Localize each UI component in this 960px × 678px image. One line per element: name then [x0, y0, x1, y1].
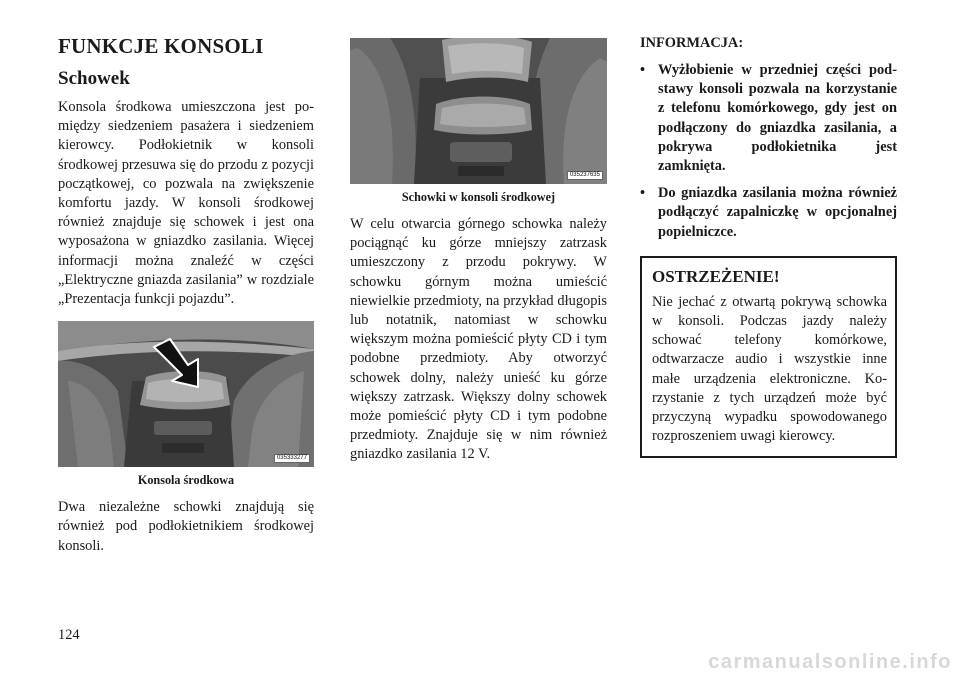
console-compartments-figure — [350, 38, 607, 184]
figure-code: 035333277 — [274, 454, 310, 463]
bullet-icon: • — [640, 62, 646, 78]
info-bullet — [640, 184, 897, 242]
compartments-paragraph: Dwa niezależne schowki znajdują się również pod podłokietnikiem środkowej konsoli. — [58, 499, 314, 554]
left-column — [58, 34, 314, 556]
right-column — [640, 34, 897, 458]
info-bullet — [640, 61, 897, 176]
warning-box — [640, 256, 897, 459]
console-compartments-photo — [350, 38, 607, 184]
info-bullet-text: Wyżłobienie w przedniej części podstawy konsoli pozwala na korzystanie z telefonu komórkowego, gdy jest on podłączony do gniazdka zasilania, a pokrywa podłokietnika jest zamknięta. — [658, 62, 897, 175]
middle-column — [350, 38, 607, 465]
watermark-text: carmanualsonline.info — [708, 651, 952, 673]
info-bullet-text: Do gniazdka zasilania można również podłączyć zapalniczkę w opcjonalnej popielniczce. — [658, 185, 897, 240]
intro-paragraph: Konsola środkowa umieszczona jest pomiędzy siedzeniem pasażera i siedzeniem kierowcy. Podłokietnik w konsoli środkowej przesuwa się do przodu z pozycji początkowej, co pozwala na zwiększenie komfortu jazdy. W konsoli środkowej również znajduje się schowek i jest ona wyposażona w gniazdko zasilania. Więcej informacji można znaleźć w części „Elektryczne gniazda zasilania” w rozdziale „Prezentacja funkcji pojazdu”. — [58, 99, 314, 308]
figure-caption: Schowki w konsoli środkowej — [401, 190, 556, 204]
warning-text: Nie jechać z otwartą pokrywą schowka w konsoli. Podczas jazdy należy schować telefony komórkowe, odtwarzacze audio i wszystkie inne małe urządzenia elektroniczne. Korzystanie z tych urządzeń może być przyczyną wypadku spowodowanego rozproszeniem uwagi kierowcy. — [652, 293, 887, 445]
subsection-title: Schowek — [58, 68, 130, 89]
compartments-instructions-paragraph: W celu otwarcia górnego schowka należy pociągnąć ku górze mniejszy zatrzask umieszczony z przodu pokrywy. W schowku górnym można umieścić niewielkie przedmioty, na przykład długopis lub notatnik, natomiast w schowku większym można pomieścić płyty CD i tym podobne przedmioty. Aby otworzyć schowek dolny, należy unieść ku górze większy zatrzask. Większy dolny schowek może pomieścić płyty CD i tym podobne przedmioty. Znajduje się w nim również gniazdko zasilania 12 V. — [350, 216, 607, 463]
section-title: FUNKCJE KONSOLI — [58, 34, 264, 58]
center-console-figure — [58, 321, 314, 467]
warning-title: OSTRZEŻENIE! — [652, 266, 780, 286]
bullet-icon: • — [640, 185, 646, 202]
figure-caption: Konsola środkowa — [137, 473, 235, 488]
info-title: INFORMACJA: — [640, 35, 744, 51]
page-number: 124 — [58, 627, 80, 643]
center-console-photo — [58, 321, 314, 467]
figure-code: 035237635 — [567, 171, 603, 180]
